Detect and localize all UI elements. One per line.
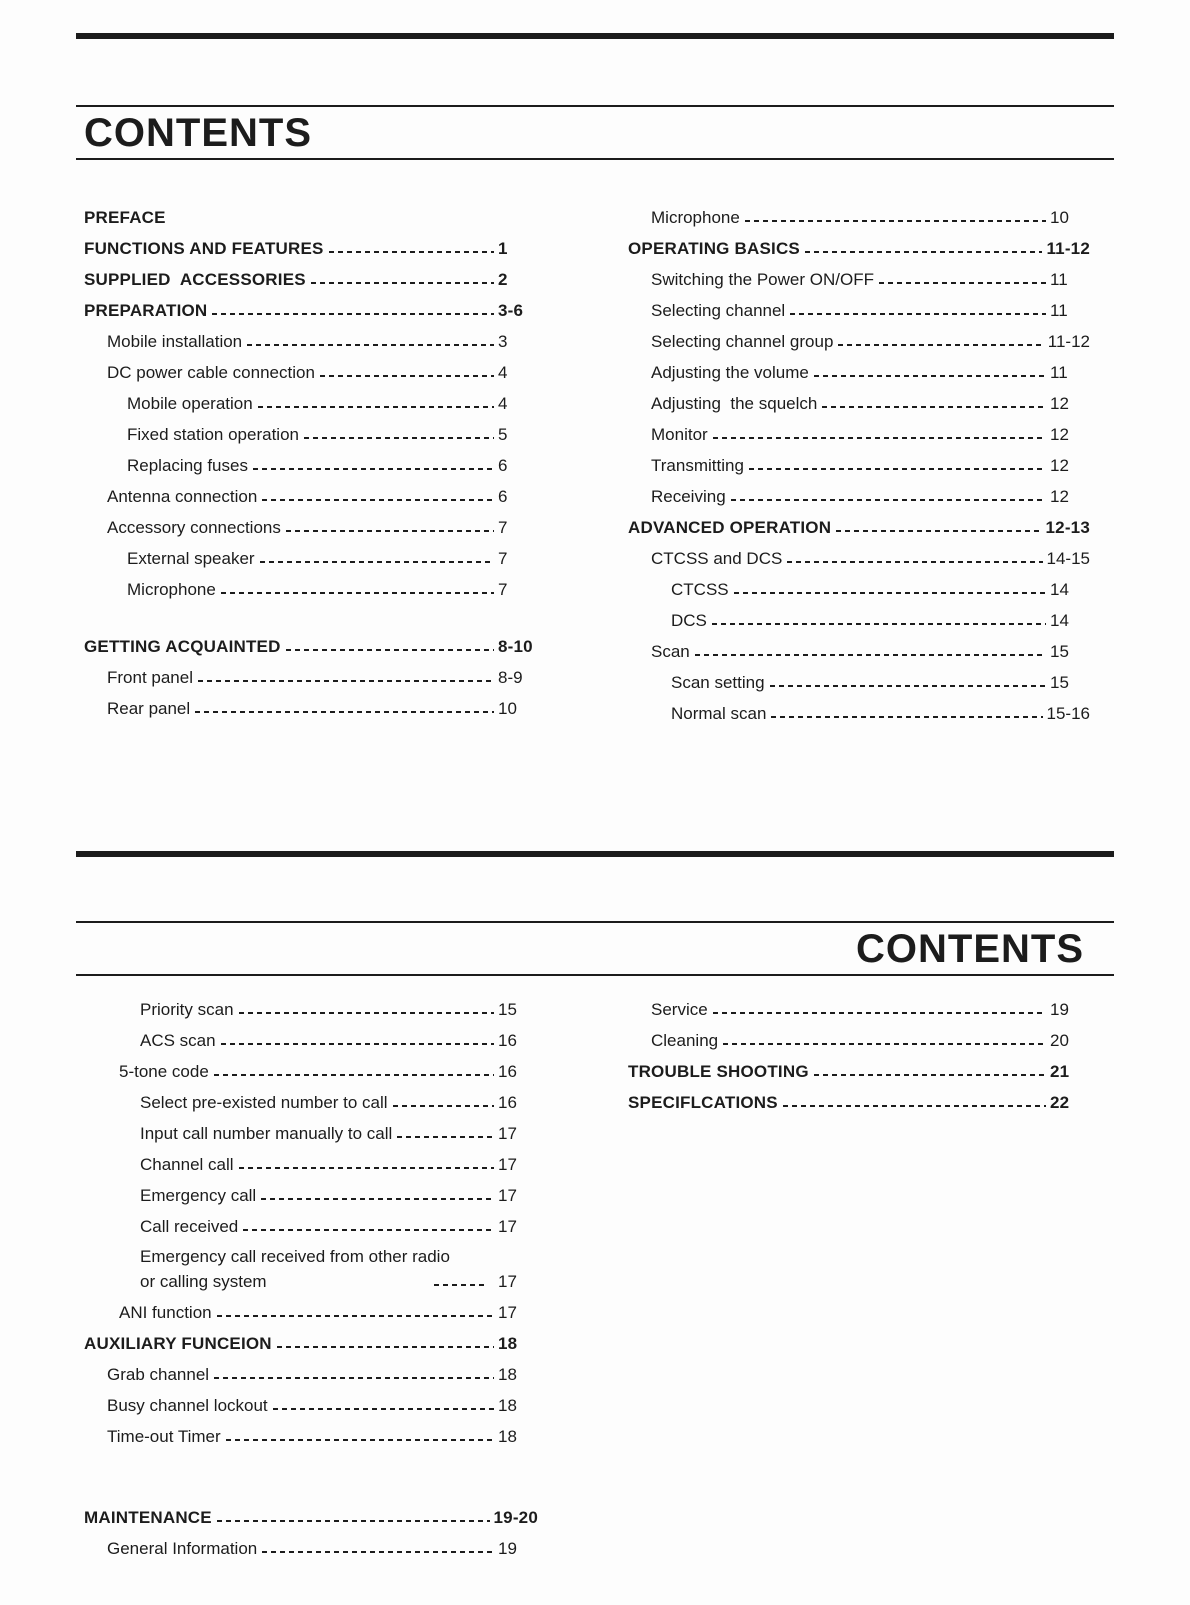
toc-column-right <box>620 994 1090 1564</box>
toc-page-number: 10 <box>498 698 517 718</box>
toc-section-entry <box>76 1328 538 1359</box>
toc-label: or calling system <box>140 1272 267 1291</box>
toc-page-number: 19 <box>1050 999 1069 1019</box>
toc-entry <box>76 450 538 481</box>
toc-label: PREPARATION <box>84 300 208 320</box>
toc-dot-leader <box>731 481 1046 512</box>
toc-dot-leader <box>713 419 1046 450</box>
toc-entry <box>76 1297 538 1328</box>
toc-label: MAINTENANCE <box>84 1507 212 1527</box>
toc-dot-leader <box>214 1359 494 1390</box>
toc-label: Microphone <box>127 579 216 599</box>
toc-dot-leader <box>221 1025 494 1056</box>
toc-entry <box>620 264 1090 295</box>
toc-column-left <box>76 202 538 729</box>
toc-entry <box>76 1533 538 1564</box>
toc-columns <box>76 202 1114 729</box>
toc-dot-leader <box>262 1533 494 1564</box>
toc-entry <box>76 1180 538 1211</box>
toc-column-left <box>76 994 538 1564</box>
toc-dot-leader <box>805 233 1042 264</box>
toc-entry <box>620 605 1090 636</box>
toc-dot-leader <box>262 481 494 512</box>
toc-dot-leader <box>214 1056 494 1087</box>
toc-dot-leader <box>195 693 494 724</box>
toc-label: Monitor <box>651 424 708 444</box>
toc-label: Priority scan <box>140 999 234 1019</box>
toc-page-number: 8-9 <box>498 667 523 687</box>
toc-label: AUXILIARY FUNCEION <box>84 1333 272 1353</box>
toc-page-number: 16 <box>498 1061 517 1081</box>
toc-columns <box>76 994 1114 1564</box>
toc-page-number: 15-16 <box>1046 703 1090 723</box>
toc-page-number: 12 <box>1050 424 1069 444</box>
toc-dot-leader <box>311 264 494 295</box>
toc-entry <box>620 450 1090 481</box>
toc-entry <box>76 481 538 512</box>
toc-label: GETTING ACQUAINTED <box>84 636 281 656</box>
toc-label: Fixed station operation <box>127 424 299 444</box>
toc-entry <box>76 419 538 450</box>
toc-label: Select pre-existed number to call <box>140 1092 388 1112</box>
page-2-header <box>0 921 1190 976</box>
toc-section-entry <box>76 631 538 662</box>
toc-label: CTCSS <box>671 579 729 599</box>
title-rule-bottom <box>76 974 1114 976</box>
toc-section-entry <box>620 512 1090 543</box>
toc-page-number: 6 <box>498 455 508 475</box>
toc-label: Cleaning <box>651 1030 719 1050</box>
toc-dot-leader <box>814 357 1046 388</box>
toc-dot-leader <box>723 1025 1046 1056</box>
toc-entry <box>76 543 538 574</box>
toc-page-number: 17 <box>498 1123 517 1143</box>
toc-dot-leader <box>277 1328 494 1359</box>
toc-dot-leader <box>221 574 494 605</box>
toc-column-right <box>620 202 1090 729</box>
toc-label: Call received <box>140 1216 239 1236</box>
toc-page-number: 11 <box>1050 269 1068 289</box>
toc-page-number: 6 <box>498 486 508 506</box>
toc-label: Switching the Power ON/OFF <box>651 269 874 289</box>
toc-label: Normal scan <box>671 703 767 723</box>
toc-dot-leader <box>879 264 1046 295</box>
toc-entry <box>620 667 1090 698</box>
toc-entry-line-1 <box>140 1245 538 1270</box>
toc-label: Scan setting <box>671 672 765 692</box>
toc-entry <box>76 662 538 693</box>
toc-dot-leader <box>304 419 494 450</box>
toc-dot-leader <box>217 1297 494 1328</box>
toc-section-entry <box>76 233 538 264</box>
toc-label: Input call number manually to call <box>140 1123 393 1143</box>
toc-label: Mobile operation <box>127 393 253 413</box>
toc-label: Transmitting <box>651 455 744 475</box>
toc-dot-leader <box>329 233 494 264</box>
toc-label: Microphone <box>651 207 740 227</box>
toc-entry <box>76 1025 538 1056</box>
toc-label: Channel call <box>140 1154 234 1174</box>
toc-page-1 <box>0 105 1190 729</box>
toc-page-number: 1 <box>498 238 508 258</box>
toc-entry <box>620 326 1090 357</box>
toc-dot-leader <box>434 1270 488 1295</box>
toc-page-number: 17 <box>498 1216 517 1236</box>
toc-page-number: 12 <box>1050 486 1069 506</box>
toc-label: Emergency call received from other radio <box>140 1247 450 1266</box>
toc-label: OPERATING BASICS <box>628 238 800 258</box>
toc-label: Adjusting the volume <box>651 362 809 382</box>
page-divider-rule <box>76 851 1114 857</box>
toc-section-entry <box>76 264 538 295</box>
toc-label: FUNCTIONS AND FEATURES <box>84 238 324 258</box>
toc-page-number: 12 <box>1050 455 1069 475</box>
toc-page-number: 18 <box>498 1395 517 1415</box>
toc-dot-leader <box>397 1118 494 1149</box>
top-border-rule <box>76 33 1114 39</box>
toc-page-number: 11-12 <box>1046 238 1090 258</box>
toc-label: 5-tone code <box>119 1061 209 1081</box>
toc-dot-leader <box>239 994 494 1025</box>
toc-page-number: 11 <box>1050 362 1068 382</box>
title-rule-top <box>76 105 1114 107</box>
toc-page-number: 22 <box>1050 1092 1070 1112</box>
toc-dot-leader <box>783 1087 1046 1118</box>
toc-page-number: 19-20 <box>493 1507 538 1527</box>
toc-page-number: 8-10 <box>498 636 533 656</box>
toc-page-number: 21 <box>1050 1061 1070 1081</box>
toc-entry <box>76 1211 538 1242</box>
toc-dot-leader <box>261 1180 494 1211</box>
toc-label: Replacing fuses <box>127 455 248 475</box>
toc-dot-leader <box>226 1421 494 1452</box>
toc-dot-leader <box>217 1502 490 1533</box>
toc-entry <box>76 574 538 605</box>
toc-entry <box>76 693 538 724</box>
toc-dot-leader <box>836 512 1041 543</box>
toc-section-entry <box>620 1056 1090 1087</box>
toc-entry <box>620 202 1090 233</box>
toc-page-number: 17 <box>498 1185 517 1205</box>
toc-entry <box>76 1149 538 1180</box>
toc-dot-leader <box>320 357 494 388</box>
toc-label: DCS <box>671 610 707 630</box>
toc-dot-leader <box>286 512 494 543</box>
toc-entry <box>620 419 1090 450</box>
toc-dot-leader <box>253 450 494 481</box>
toc-entry <box>76 357 538 388</box>
toc-label: SPECIFLCATIONS <box>628 1092 778 1112</box>
toc-label: Busy channel lockout <box>107 1395 268 1415</box>
toc-label: ACS scan <box>140 1030 216 1050</box>
toc-page-number: 2 <box>498 269 508 289</box>
toc-page-number: 12-13 <box>1045 517 1090 537</box>
toc-entry <box>76 1087 538 1118</box>
toc-label: Emergency call <box>140 1185 257 1205</box>
toc-label: TROUBLE SHOOTING <box>628 1061 809 1081</box>
toc-label: Rear panel <box>107 698 191 718</box>
toc-page-number: 17 <box>498 1272 517 1291</box>
toc-label: Selecting channel <box>651 300 786 320</box>
toc-entry <box>620 481 1090 512</box>
title-rule-bottom <box>76 158 1114 160</box>
toc-dot-leader <box>258 388 494 419</box>
toc-dot-leader <box>393 1087 494 1118</box>
toc-entry <box>620 357 1090 388</box>
toc-label: Front panel <box>107 667 193 687</box>
toc-label: Antenna connection <box>107 486 258 506</box>
toc-page-number: 7 <box>498 579 508 599</box>
toc-dot-leader <box>814 1056 1046 1087</box>
toc-entry <box>620 295 1090 326</box>
toc-dot-leader <box>273 1390 494 1421</box>
toc-label: SUPPLIED ACCESSORIES <box>84 269 306 289</box>
toc-page-number: 11 <box>1050 300 1068 320</box>
toc-page-number: 12 <box>1050 393 1069 413</box>
toc-label: Receiving <box>651 486 726 506</box>
toc-dot-leader <box>239 1149 494 1180</box>
toc-page-number: 16 <box>498 1030 517 1050</box>
toc-section-entry <box>620 233 1090 264</box>
toc-entry <box>76 512 538 543</box>
toc-label: Adjusting the squelch <box>651 393 818 413</box>
toc-page-number: 18 <box>498 1333 518 1353</box>
toc-section-entry <box>620 1087 1090 1118</box>
contents-title: CONTENTS <box>856 927 1084 971</box>
toc-page-number: 14 <box>1050 610 1069 630</box>
toc-label: PREFACE <box>84 207 166 227</box>
toc-page-number: 5 <box>498 424 508 444</box>
toc-label: Time-out Timer <box>107 1426 221 1446</box>
toc-page-number: 7 <box>498 517 508 537</box>
toc-dot-leader <box>198 662 494 693</box>
toc-label: Selecting channel group <box>651 331 834 351</box>
toc-dot-leader <box>247 326 494 357</box>
toc-entry <box>76 1359 538 1390</box>
toc-label: Service <box>651 999 708 1019</box>
toc-dot-leader <box>243 1211 494 1242</box>
toc-dot-leader <box>695 636 1046 667</box>
toc-entry <box>76 1242 538 1297</box>
toc-page-number: 17 <box>498 1154 517 1174</box>
toc-dot-leader <box>286 631 494 662</box>
toc-label: General Information <box>107 1538 258 1558</box>
toc-dot-leader <box>790 295 1046 326</box>
toc-page-number: 17 <box>498 1302 517 1322</box>
page-1-header <box>0 105 1190 160</box>
toc-page-2 <box>0 921 1190 1564</box>
toc-entry <box>620 698 1090 729</box>
toc-page-number: 3-6 <box>498 300 524 320</box>
toc-label: ANI function <box>119 1302 212 1322</box>
toc-entry <box>620 636 1090 667</box>
toc-dot-leader <box>734 574 1046 605</box>
toc-section-entry <box>76 295 538 326</box>
toc-label: Accessory connections <box>107 517 281 537</box>
toc-entry <box>620 1025 1090 1056</box>
toc-dot-leader <box>770 667 1046 698</box>
toc-page-number: 19 <box>498 1538 517 1558</box>
toc-label: Scan <box>651 641 690 661</box>
contents-title: CONTENTS <box>84 111 312 155</box>
toc-entry <box>620 388 1090 419</box>
toc-label: Grab channel <box>107 1364 210 1384</box>
toc-label: DC power cable connection <box>107 362 315 382</box>
toc-entry <box>76 326 538 357</box>
toc-dot-leader <box>822 388 1046 419</box>
toc-page-number: 16 <box>498 1092 517 1112</box>
toc-entry <box>76 994 538 1025</box>
toc-entry <box>76 1056 538 1087</box>
toc-page-number: 18 <box>498 1426 517 1446</box>
toc-dot-leader <box>745 202 1046 233</box>
toc-entry <box>76 1421 538 1452</box>
toc-page-number: 11-12 <box>1047 331 1090 351</box>
title-rule-top <box>76 921 1114 923</box>
toc-page-number: 4 <box>498 362 508 382</box>
toc-dot-leader <box>713 994 1046 1025</box>
toc-page-number: 3 <box>498 331 508 351</box>
toc-entry <box>620 994 1090 1025</box>
toc-entry-line-2 <box>140 1270 538 1295</box>
toc-entry <box>76 1118 538 1149</box>
toc-entry <box>76 388 538 419</box>
toc-label: ADVANCED OPERATION <box>628 517 832 537</box>
toc-page-number: 14-15 <box>1046 548 1090 568</box>
toc-section-entry <box>76 1502 538 1533</box>
toc-page-number: 20 <box>1050 1030 1069 1050</box>
toc-section-entry <box>76 202 538 233</box>
toc-entry <box>76 1390 538 1421</box>
toc-page-number: 10 <box>1050 207 1069 227</box>
toc-page-number: 14 <box>1050 579 1069 599</box>
toc-dot-leader <box>260 543 494 574</box>
toc-label: CTCSS and DCS <box>651 548 783 568</box>
toc-dot-leader <box>712 605 1046 636</box>
toc-label: External speaker <box>127 548 255 568</box>
toc-dot-leader <box>838 326 1043 357</box>
toc-page-number: 18 <box>498 1364 517 1384</box>
toc-dot-leader <box>771 698 1042 729</box>
toc-page-number: 15 <box>1050 672 1069 692</box>
toc-page-number: 4 <box>498 393 508 413</box>
toc-entry <box>620 574 1090 605</box>
toc-dot-leader <box>749 450 1046 481</box>
toc-page-number: 15 <box>498 999 517 1019</box>
toc-entry <box>620 543 1090 574</box>
toc-dot-leader <box>787 543 1042 574</box>
toc-label: Mobile installation <box>107 331 243 351</box>
toc-page-number: 7 <box>498 548 508 568</box>
toc-dot-leader <box>212 295 494 326</box>
toc-page-number: 15 <box>1050 641 1069 661</box>
